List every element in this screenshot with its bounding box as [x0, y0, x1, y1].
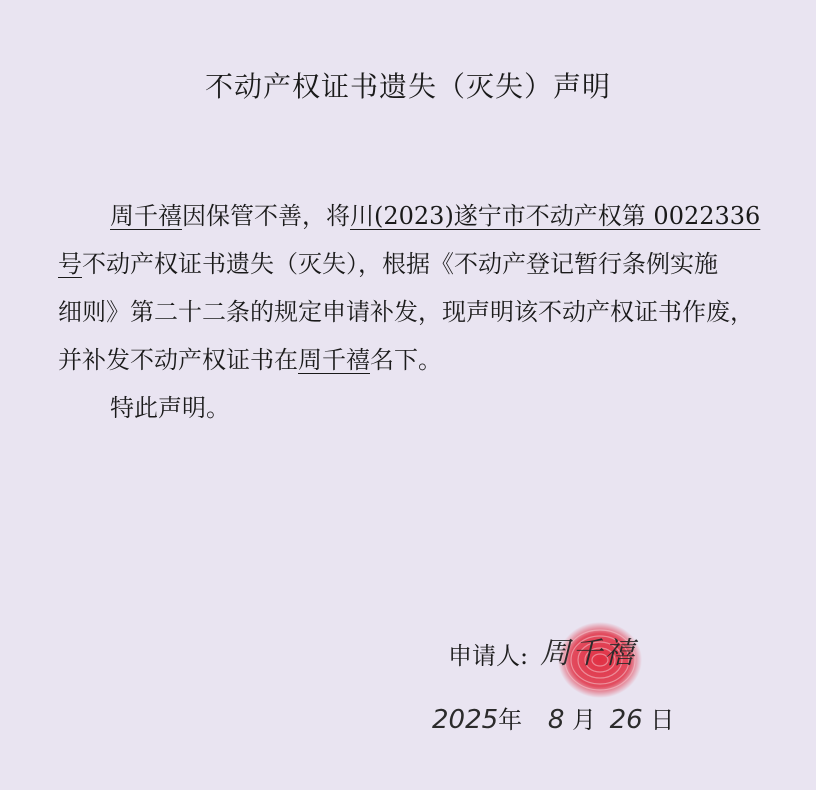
paragraph-text: 名下。 [370, 346, 442, 374]
paragraph-text: 并补发不动产权证书在 [58, 346, 298, 374]
declaration-body [58, 192, 761, 432]
certificate-number: 川(2023)遂宁市不动产权第 0022336 [350, 202, 761, 230]
paragraph-text: 因保管不善，将 [182, 202, 350, 230]
closing-statement: 特此声明。 [110, 394, 230, 422]
paragraph-line-3: 细则》第二十二条的规定申请补发，现声明该不动产权证书作废， [58, 298, 754, 326]
paragraph-line-1 [58, 192, 761, 240]
date-year-unit: 年 [498, 706, 523, 734]
document-title: 不动产权证书遗失（灭失）声明 [204, 69, 611, 103]
paragraph-line-2 [58, 240, 758, 288]
owner-name: 周千禧 [298, 346, 370, 374]
date-day: 26 [609, 705, 643, 735]
signing-date [432, 700, 674, 735]
paragraph-text: 不动产权证书遗失（灭失），根据《不动产登记暂行条例实施 [82, 250, 718, 278]
date-month: 8 [547, 705, 565, 735]
paragraph-line-4 [58, 336, 758, 384]
date-month-unit: 月 [572, 706, 596, 734]
certificate-number-suffix: 号 [58, 250, 82, 278]
handwritten-signature: 周千禧 [540, 636, 636, 671]
date-day-unit: 日 [650, 706, 675, 734]
applicant-label: 申请人: [448, 642, 529, 670]
owner-name: 周千禧 [110, 202, 182, 230]
date-year: 2025 [432, 705, 499, 735]
